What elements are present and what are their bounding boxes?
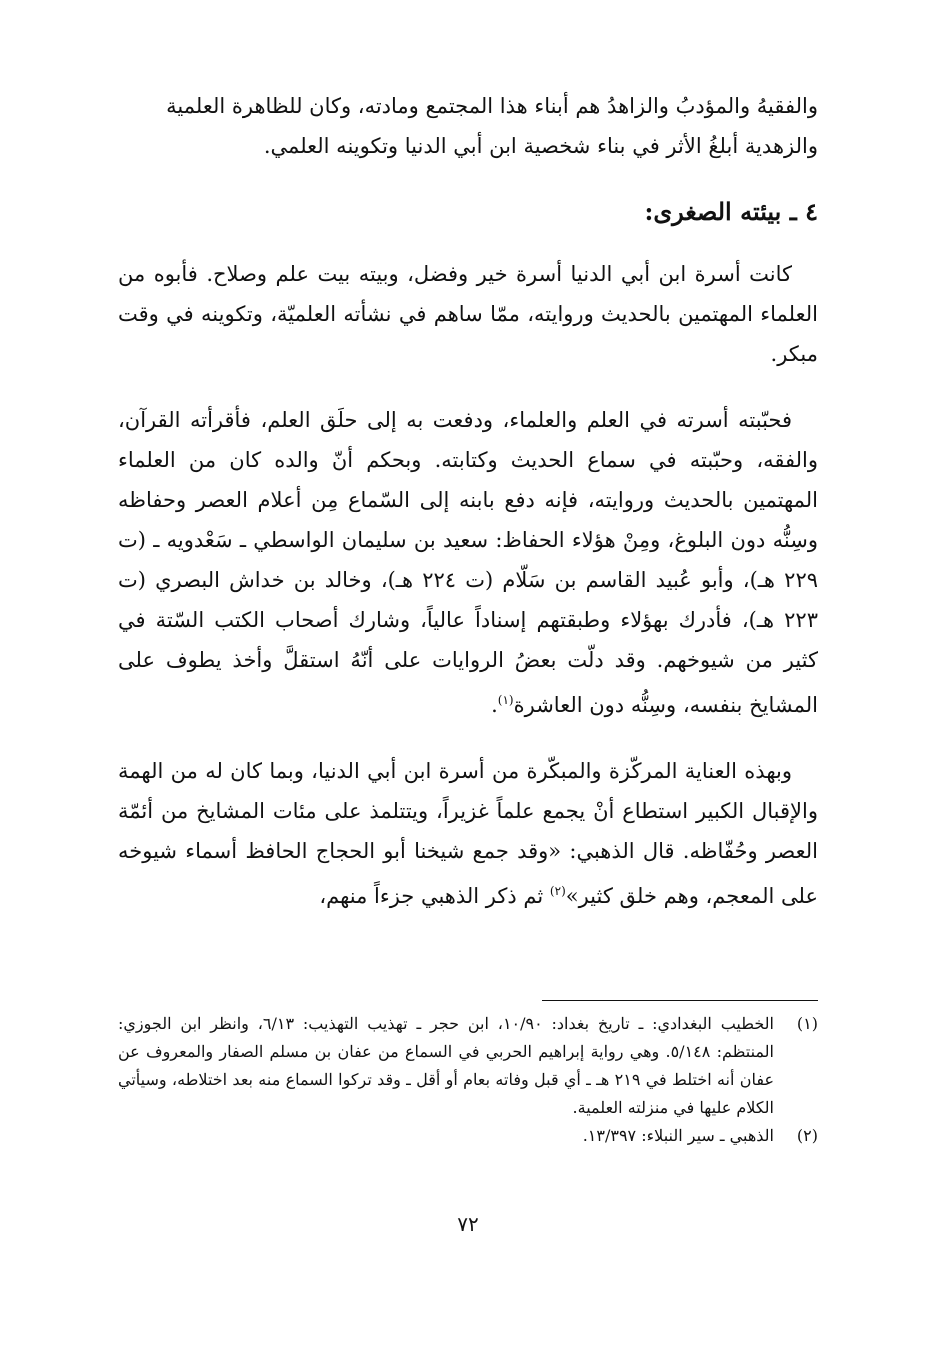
intro-line-1: والفقيهُ والمؤدبُ والزاهدُ هم أبناء هذا المجتمع ومادته، وكان للظاهرة العلمية: [166, 94, 818, 118]
footnote-2-text: الذهبي ـ سير النبلاء: ١٣/٣٩٧.: [582, 1126, 774, 1145]
paragraph-2: [118, 400, 818, 725]
footnote-2: [118, 1122, 818, 1150]
footnote-ref-2[interactable]: (٢): [549, 884, 566, 898]
footnote-divider: [542, 1000, 818, 1001]
footnotes: [118, 1010, 818, 1150]
page-number: ٧٢: [457, 1212, 479, 1236]
page-body: [118, 86, 818, 916]
footnote-2-number: (٢): [796, 1126, 818, 1145]
footnote-1-text: الخطيب البغدادي: ـ تاريخ بغداد: ١٠/٩٠، ابن حجر ـ تهذيب التهذيب: ٦/١٣، وانظر ابن الجوزي: المنتظم: ٥/١٤٨. وهي رواية إبراهيم الحربي في السماع من عفان بن مسلم الصفار والمعروف عن عفان أنه اختلط في ٢١٩ هـ ـ أي قبل وفاته بعام أو أقل ـ وقد تركوا السماع منه بعد اختلاطه، وسيأتي الكلام عليها في منزلته العلمية.: [118, 1014, 775, 1117]
paragraph-3-tail: ثم ذكر الذهبي جزءاً منهم،: [319, 884, 550, 908]
paragraph-2-end: .: [491, 693, 498, 717]
section-heading: ٤ ـ بيئته الصغرى:: [644, 197, 818, 226]
paragraph-2-text: فحبّبته أسرته في العلم والعلماء، ودفعت به إلى حلَق العلم، فأقرأته القرآن، والفقه، وحبّبته في سماع الحديث وكتابته. وبحكم أنّ والده كان من العلماء المهتمين بالحديث وروايته، فإنه دفع بابنه إلى السّماع مِن أعلام العصر وحفاظه وسِنُّه دون البلوغ، ومِنْ هؤلاء الحفاظ: سعيد بن سليمان الواسطي ـ سَعْدويه ـ (ت ٢٢٩ هـ)، وأبو عُبيد القاسم بن سَلّام (ت ٢٢٤ هـ)، وخالد بن خداش البصري (ت ٢٢٣ هـ)، فأدرك بهؤلاء وطبقتهم إسناداً عالياً، وشارك أصحاب الكتب السّتة في كثير من شيوخهم. وقد دلّت بعضُ الروايات على أنّهُ استقلَّ وأخذ يطوف على المشايخ بنفسه، وسِنُّه دون العاشرة: [118, 408, 819, 717]
paragraph-3-text: وبهذه العناية المركّزة والمبكّرة من أسرة ابن أبي الدنيا، وبما كان له من الهمة والإقبال الكبير استطاع أنْ يجمع علماً غزيراً، ويتتلمذ على مئات المشايخ من أئمّة العصر وحُفّاظه. قال الذهبي: «وقد جمع شيخنا أبو الحجاج الحافظ أسماء شيوخه على المعجم، وهم خلق كثير»: [118, 759, 818, 908]
intro-line-2: والزهدية أبلغُ الأثر في بناء شخصية ابن أبي الدنيا وتكوينه العلمي.: [263, 134, 818, 158]
footnote-1: [118, 1010, 818, 1122]
footnote-1-number: (١): [796, 1014, 818, 1033]
footnote-ref-1[interactable]: (١): [497, 693, 514, 707]
paragraph-3: [118, 751, 818, 916]
paragraph-1: كانت أسرة ابن أبي الدنيا أسرة خير وفضل، وبيته بيت علم وصلاح. فأبوه من العلماء المهتمين بالحديث وروايته، ممّا ساهم في نشأته العلميّة، وتكوينه في وقت مبكر.: [118, 262, 819, 366]
